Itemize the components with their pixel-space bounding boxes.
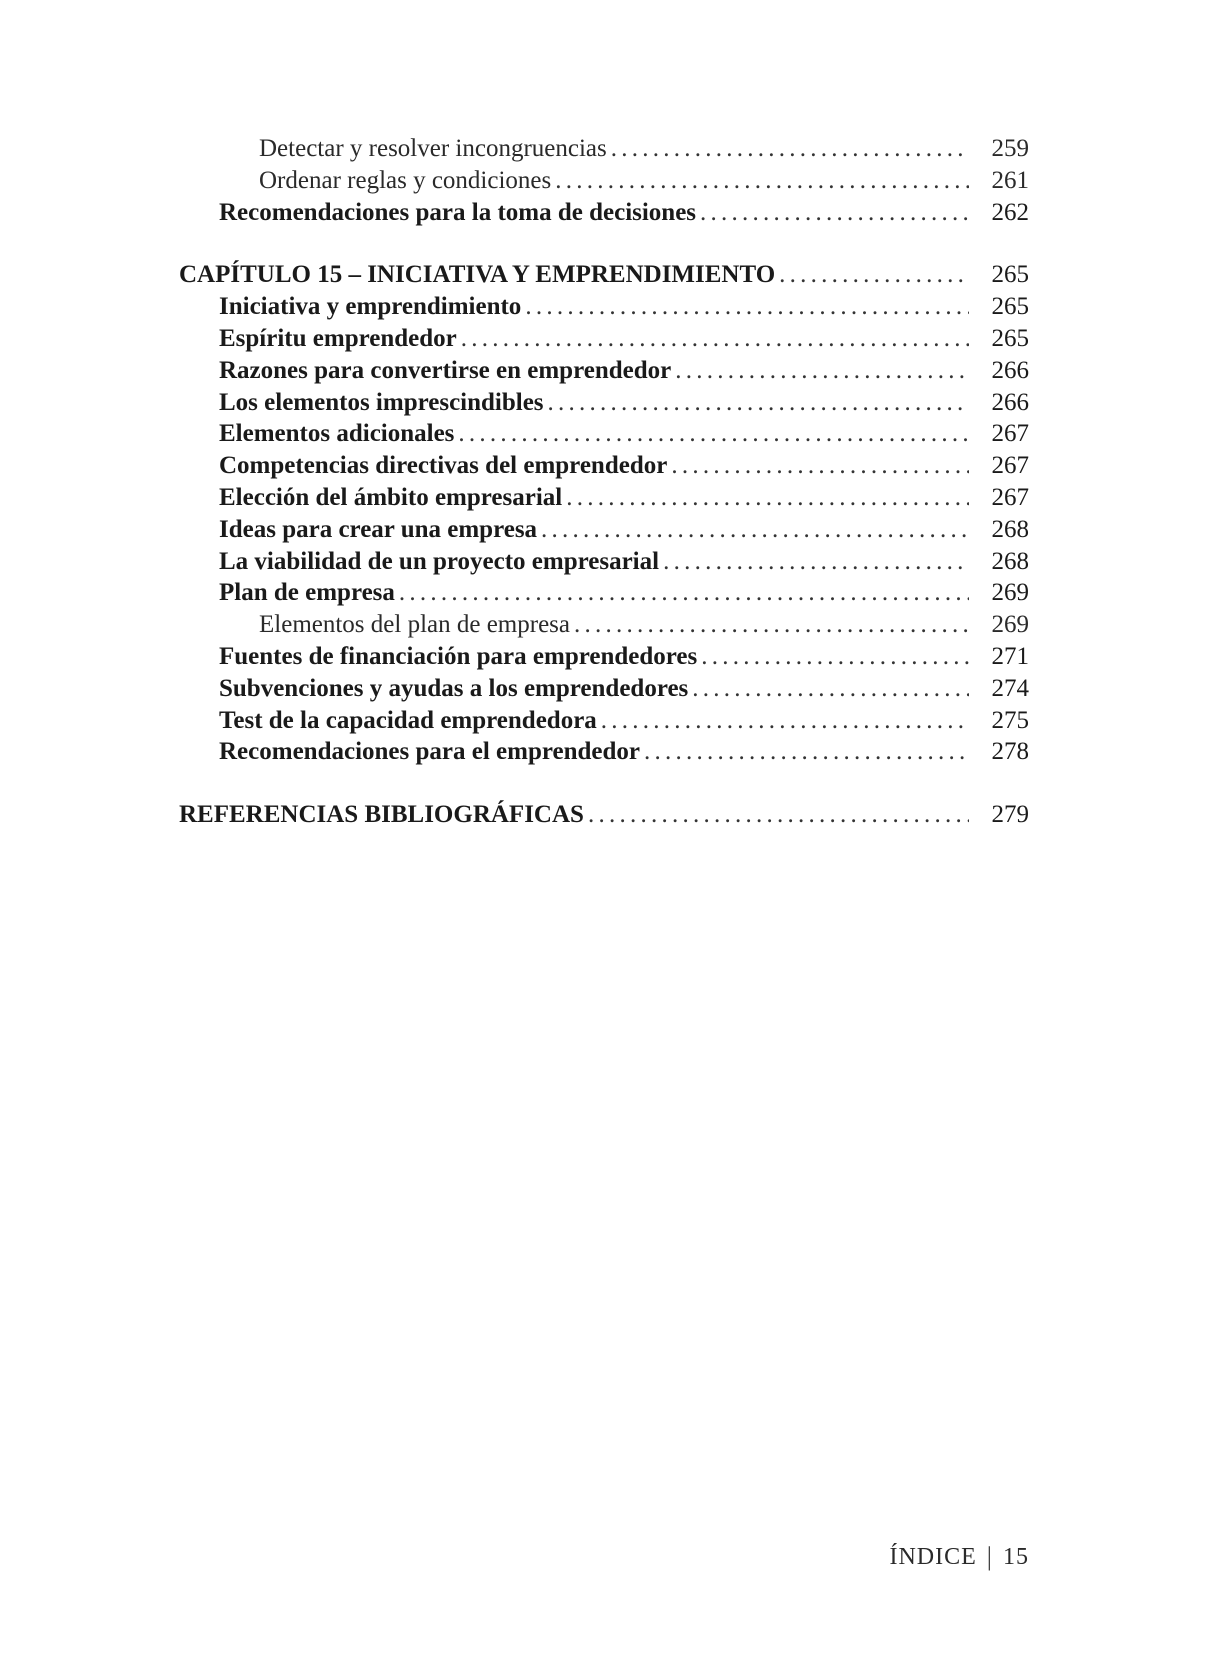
toc-entry[interactable] [179,165,1029,197]
toc-entry-page: 267 [991,483,1029,511]
toc-entry-title: Ordenar reglas y condiciones [259,166,552,194]
dot-leader [700,197,969,229]
toc-entry-page: 274 [991,674,1029,702]
toc-entry-page: 266 [991,356,1029,384]
toc-entry-title: Ideas para crear una empresa [219,515,538,543]
toc-entry-title: Elementos del plan de empresa [259,611,570,639]
toc-entry-title: CAPÍTULO 15 – INICIATIVA Y EMPRENDIMIENTO [179,261,776,289]
toc-entry[interactable] [179,291,1029,323]
toc-entry[interactable] [179,641,1029,673]
toc-entry-page: 262 [991,198,1029,226]
dot-leader [574,609,969,641]
toc-entry-page: 267 [991,452,1029,480]
toc-entry-page: 259 [991,135,1029,162]
toc-entry-page: 265 [991,261,1029,289]
dot-leader [588,799,969,831]
toc-entry-page: 269 [991,611,1029,639]
toc-entry-title: Recomendaciones para el emprendedor [219,738,641,766]
toc-entry-title: Razones para convertirse en emprendedor [219,356,672,384]
running-header-section: ÍNDICE [889,1543,977,1570]
dot-leader [566,482,969,514]
toc-entry-page: 265 [991,324,1029,352]
toc-entry[interactable] [179,673,1029,705]
footer-separator: | [986,1542,993,1571]
toc-entry-page: 261 [991,166,1029,194]
toc-entry[interactable] [179,387,1029,419]
dot-leader [399,577,969,609]
toc-entry-page: 265 [991,293,1029,321]
toc-entry-page: 275 [991,706,1029,734]
toc-entry-title: Fuentes de financiación para emprendedores [219,642,698,670]
page-footer [889,1542,1029,1572]
toc-entry-title: Subvenciones y ayudas a los emprendedores [219,674,689,702]
toc-entry-title: Iniciativa y emprendimiento [219,293,522,321]
toc-entry-title: Plan de empresa [219,579,395,607]
dot-leader [555,165,969,197]
toc-entry-title: Detectar y resolver incongruencias [259,135,607,162]
dot-leader [458,418,969,450]
toc-entry-title: Elección del ámbito empresarial [219,483,563,511]
toc-entry-title: Espíritu emprendedor [219,324,457,352]
dot-leader [779,259,969,291]
dot-leader [692,673,969,705]
toc-entry[interactable] [179,705,1029,737]
dot-leader [601,705,969,737]
dot-leader [461,323,969,355]
toc-entry[interactable] [179,133,1029,165]
toc-entry[interactable] [179,259,1029,291]
page-number: 15 [1003,1543,1029,1570]
dot-leader [671,450,969,482]
toc-entry-title: Recomendaciones para la toma de decisiones [219,198,697,226]
toc-entry[interactable] [179,355,1029,387]
toc-entry-title: La viabilidad de un proyecto empresarial [219,547,660,575]
toc-entry[interactable] [179,609,1029,641]
table-of-contents [179,133,1029,831]
dot-leader [525,291,969,323]
toc-entry[interactable] [179,799,1029,831]
toc-entry[interactable] [179,482,1029,514]
toc-entry[interactable] [179,514,1029,546]
toc-entry-page: 268 [991,547,1029,575]
toc-entry[interactable] [179,546,1029,578]
toc-entry[interactable] [179,577,1029,609]
toc-entry[interactable] [179,197,1029,229]
toc-entry-title: Test de la capacidad emprendedora [219,706,597,734]
toc-entry[interactable] [179,450,1029,482]
toc-entry[interactable] [179,323,1029,355]
toc-entry-page: 266 [991,388,1029,416]
dot-leader [663,546,969,578]
dot-leader [548,387,969,419]
toc-entry[interactable] [179,418,1029,450]
toc-entry-page: 271 [991,642,1029,670]
toc-entry-page: 278 [991,738,1029,766]
dot-leader [541,514,969,546]
dot-leader [675,355,969,387]
toc-entry-page: 268 [991,515,1029,543]
toc-entry-title: Elementos adicionales [219,420,455,448]
dot-leader [611,133,969,165]
toc-entry-page: 269 [991,579,1029,607]
toc-entry-title: REFERENCIAS BIBLIOGRÁFICAS [179,801,584,829]
toc-entry-page: 267 [991,420,1029,448]
toc-entry-title: Competencias directivas del emprendedor [219,452,668,480]
dot-leader [701,641,969,673]
toc-entry-page: 279 [991,801,1029,829]
dot-leader [644,736,969,768]
toc-entry-title: Los elementos imprescindibles [219,388,544,416]
toc-entry[interactable] [179,736,1029,768]
